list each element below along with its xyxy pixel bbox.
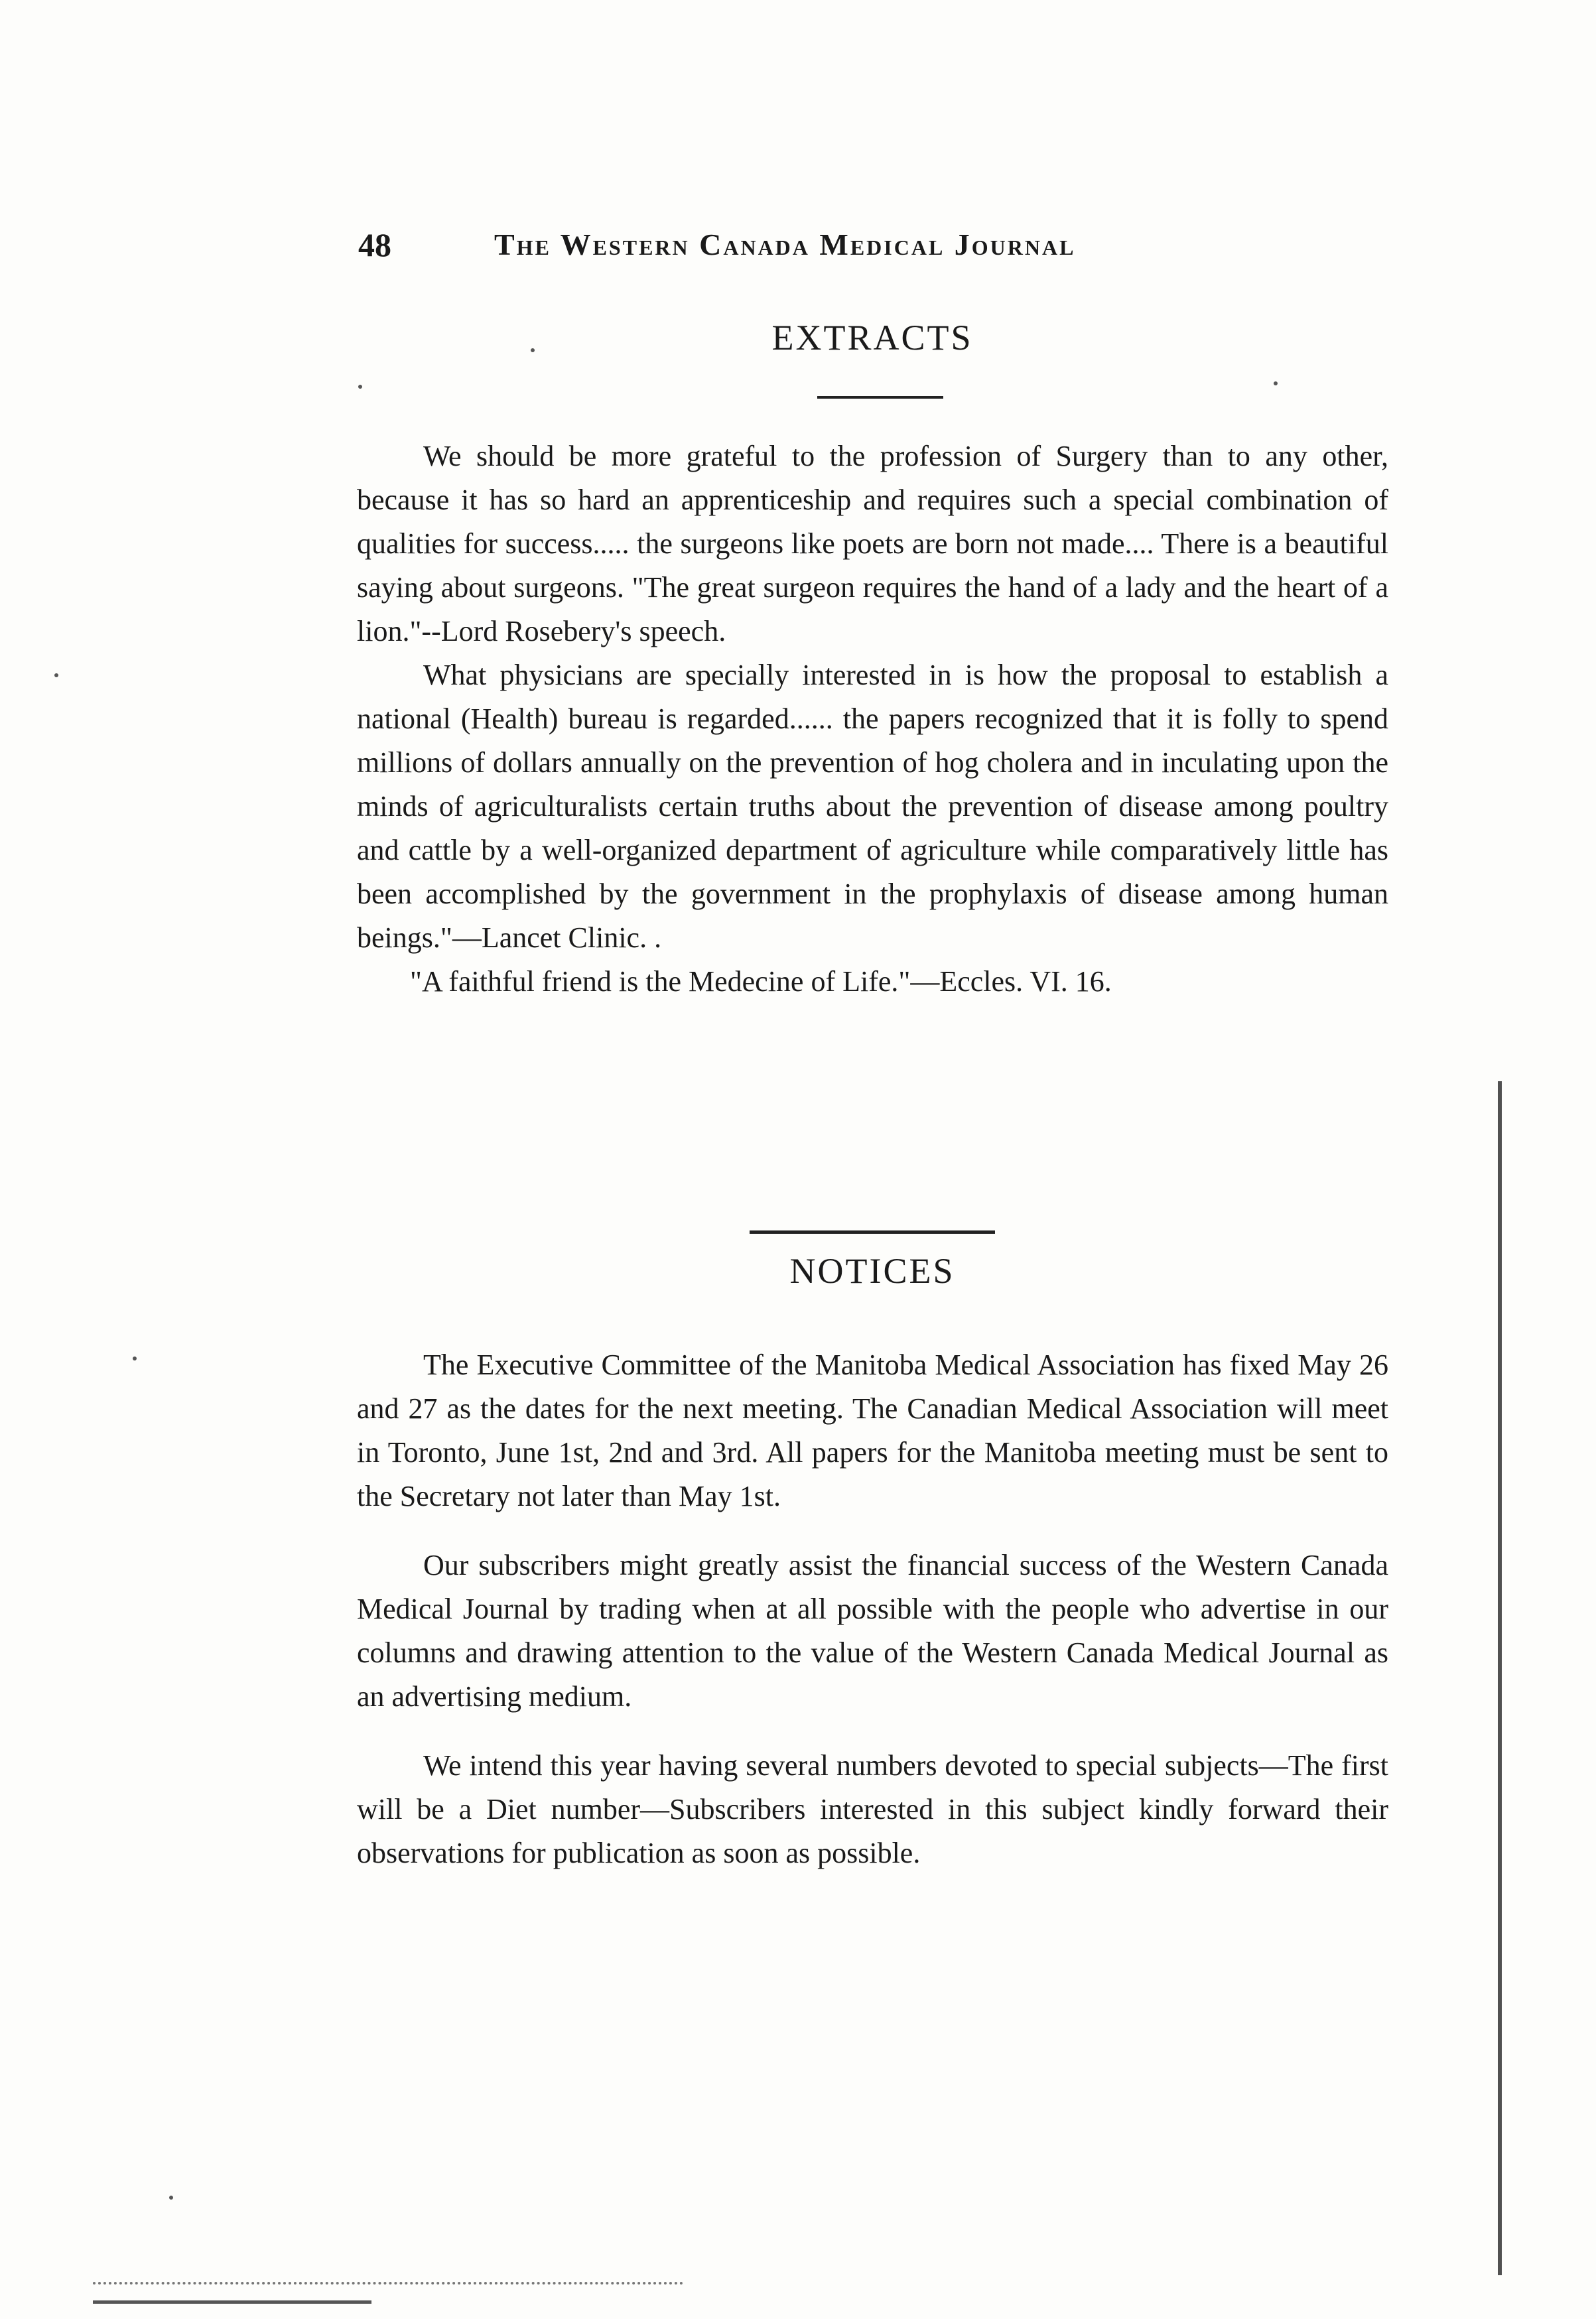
heading-rule <box>817 396 943 399</box>
scan-speck <box>169 2196 173 2200</box>
scan-artifact <box>93 2282 683 2288</box>
scan-speck <box>133 1357 137 1360</box>
extract-paragraph: What physicians are specially interested in is how the proposal to establish a national (Health) bureau is regarded...... the papers recognized that it is folly to spend millions of dollars annually on the prevention of hog cholera and in inculating upon the minds of agriculturalists certain truths about the prevention of disease among poultry and cattle by a well-organized department of agriculture while comparatively little has been accomplished by the government in the prophylaxis of disease among human beings."—Lancet Clinic. . <box>357 659 1388 954</box>
scan-artifact <box>93 2300 371 2304</box>
notice-paragraph: Our subscribers might greatly assist the financial success of the Western Canada Medical Journal by trading when at all possible with the people who advertise in our columns and drawing attention to the value of the Western Canada Medical Journal as an advertising medium. <box>357 1549 1388 1713</box>
section-divider <box>750 1230 995 1234</box>
extracts-heading: EXTRACTS <box>771 318 973 358</box>
scan-speck <box>54 673 58 677</box>
extracts-text <box>357 434 1388 1004</box>
scan-speck <box>358 385 362 389</box>
page-header <box>358 226 1287 279</box>
binding-edge-shadow <box>1498 1081 1502 2275</box>
notice-paragraph: We intend this year having several numbers devoted to special subjects—The first will be a Diet number—Subscribers interested in this subject kindly forward their observations for publication as soon as possible. <box>357 1749 1388 1869</box>
notice-paragraph: The Executive Committee of the Manitoba Medical Association has fixed May 26 and 27 as the dates for the next meeting. The Canadian Medical Association will meet in Toronto, June 1st, 2nd and 3rd. All papers for the Manitoba meeting must be sent to the Secretary not later than May 1st. <box>357 1349 1388 1512</box>
page-number: 48 <box>358 226 391 263</box>
extract-paragraph: We should be more grateful to the profession of Surgery than to any other, because it has so hard an apprenticeship and requires such a special combination of qualities for success..... the surgeons like poets are born not made.... There is a beautiful saying about surgeons. "The great surgeon requires the hand of a lady and the heart of a lion."--Lord Rosebery's speech. <box>357 440 1388 647</box>
extract-paragraph: "A faithful friend is the Medecine of Life."—Eccles. VI. 16. <box>410 965 1112 998</box>
running-title: The Western Canada Medical Journal <box>494 228 1076 261</box>
scan-speck <box>531 348 535 352</box>
notices-heading: NOTICES <box>789 1251 955 1291</box>
scan-speck <box>1274 381 1278 385</box>
notices-text <box>357 1343 1388 1900</box>
